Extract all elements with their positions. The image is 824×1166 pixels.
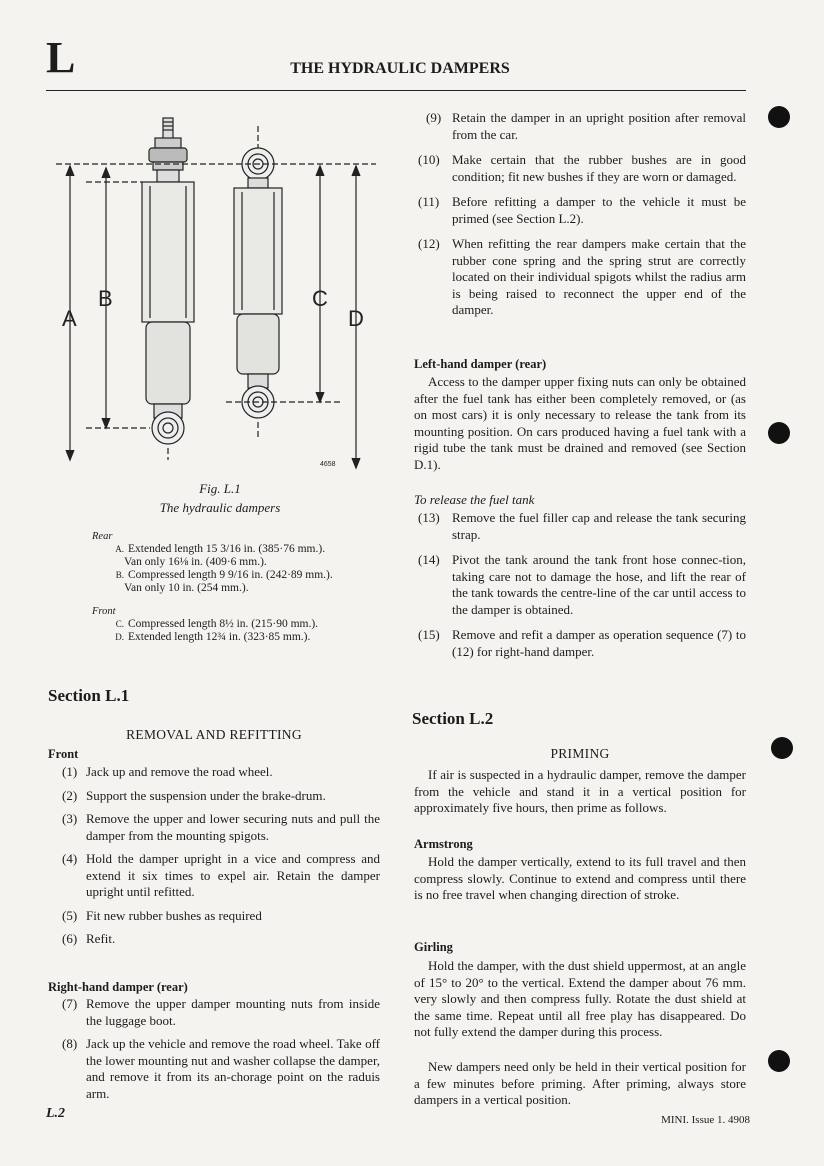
step-7: (7) Remove the upper damper mounting nuts from inside the luggage boot.: [62, 996, 380, 1028]
front-steps: [48, 764, 380, 955]
damper-figure: [46, 108, 386, 478]
legend-item-b: B. Compressed length 9 9/16 in. (242·89 mm.).: [115, 569, 333, 581]
girling-heading: Girling: [414, 940, 453, 954]
step-6: (6) Refit.: [62, 931, 116, 946]
label-b: B: [98, 286, 113, 311]
release-tank-heading: To release the fuel tank: [414, 492, 535, 507]
punch-hole: [771, 737, 793, 759]
lh-rear-heading: Left-hand damper (rear): [414, 357, 547, 371]
step-12: (12) When refitting the rear dampers make certain that the rubber cone spring and the spring strut are correctly located on their individual spigots whilst the radius arm is being raised to reconnect the upper end of the damper.: [418, 236, 746, 317]
section-letter: L: [46, 33, 76, 82]
figure-number: 4658: [320, 461, 336, 468]
step-9: (9) Retain the damper in an upright position after removal from the car.: [426, 110, 746, 142]
final-paragraph: New dampers need only be held in their vertical position for a few minutes before priming. After priming, always store dampers in a vertical position.: [414, 1059, 746, 1107]
step-14: (14) Pivot the tank around the tank front hose connec-tion, taking care not to damage the hose, and lift the rear of the tank towards the centre-line of the car until access to the damper is obtained.: [418, 552, 746, 617]
legend-item-a: A. Extended length 15 3/16 in. (385·76 mm.).: [115, 543, 326, 555]
step-3: (3) Remove the upper and lower securing nuts and pull the damper from the mounting spigots.: [62, 811, 380, 843]
armstrong-heading: Armstrong: [414, 837, 473, 851]
step-8: (8) Jack up the vehicle and remove the road wheel. Take off the lower mounting nut and washer collapse the damper, and remove it from its an-chorage point on the raduis arm.: [62, 1036, 380, 1101]
section-l2-heading: Section L.2: [412, 709, 494, 728]
rh-rear-label: Right-hand damper (rear): [48, 980, 188, 994]
label-d: D: [348, 306, 364, 331]
step-4: (4) Hold the damper upright in a vice and compress and extend it six times to expel air. Retain the damper upright until refitted.: [62, 851, 380, 899]
fig-caption: The hydraulic dampers: [159, 500, 281, 515]
step-13: (13) Remove the fuel filler cap and release the tank securing strap.: [418, 510, 746, 542]
section-l1-heading: Section L.1: [48, 686, 130, 705]
step-15: (15) Remove and refit a damper as operation sequence (7) to (12) for right-hand damper.: [418, 627, 746, 659]
legend-item-b-van: Van only 10 in. (254 mm.).: [124, 582, 249, 594]
step-1: (1) Jack up and remove the road wheel.: [62, 764, 273, 779]
girling-paragraph: Hold the damper, with the dust shield uppermost, at an angle of 15° to 20° to the vertical. Extend the damper about 76 mm. very slowly and then compress fully. Rotate the dust shield at the same time. Repeat until all free play has disappeared. Do not fully extend the damper during this process.: [414, 958, 746, 1039]
legend-rear-heading: Rear: [92, 531, 113, 542]
legend-front-heading: Front: [92, 606, 116, 617]
lh-rear-paragraph: Access to the damper upper fixing nuts can only be obtained after the fuel tank has either been completely removed, or (as on most cars) it is only necessary to release the tank from its mounting position. On cars produced having a fuel tank with a rigid tube the tank must be drained and removed (see Section D.1).: [414, 374, 746, 472]
steps-13-15: [414, 510, 746, 669]
issue-info: MINI. Issue 1. 4908: [661, 1114, 750, 1126]
punch-hole: [768, 422, 790, 444]
header-rule: [46, 90, 746, 91]
label-a: A: [62, 306, 77, 331]
legend-item-d: D. Extended length 12¾ in. (323·85 mm.).: [115, 631, 311, 643]
punch-hole: [768, 1050, 790, 1072]
front-label: Front: [48, 747, 79, 761]
page-number: L.2: [46, 1106, 66, 1121]
legend-item-a-van: Van only 16⅛ in. (409·6 mm.).: [124, 556, 267, 568]
figure-legend: [92, 530, 372, 644]
label-c: C: [312, 286, 328, 311]
rear-steps: [48, 996, 380, 1109]
fig-label: Fig. L.1: [199, 481, 241, 496]
step-2: (2) Support the suspension under the brake-drum.: [62, 787, 326, 803]
priming-paragraph: If air is suspected in a hydraulic damper, remove the damper from the vehicle and stand it in a vertical position for approximately five hours, then prime as follows.: [414, 767, 746, 815]
section-l1-subheading: REMOVAL AND REFITTING: [126, 727, 302, 742]
step-5: (5) Fit new rubber bushes as required: [62, 907, 262, 923]
punch-hole: [768, 106, 790, 128]
armstrong-paragraph: Hold the damper vertically, extend to its full travel and then compress slowly. Continue to extend and compress until there is no free travel when changing direction of stroke.: [414, 854, 746, 902]
section-l2-subheading: PRIMING: [550, 746, 610, 761]
steps-9-12: [414, 110, 746, 328]
legend-item-c: C. Compressed length 8½ in. (215·90 mm.).: [115, 618, 319, 630]
page-title: THE HYDRAULIC DAMPERS: [290, 60, 510, 77]
step-10: (10) Make certain that the rubber bushes are in good condition; fit new bushes if they are worn or damaged.: [418, 152, 746, 184]
step-11: (11) Before refitting a damper to the vehicle it must be primed (see Section L.2).: [418, 194, 746, 226]
